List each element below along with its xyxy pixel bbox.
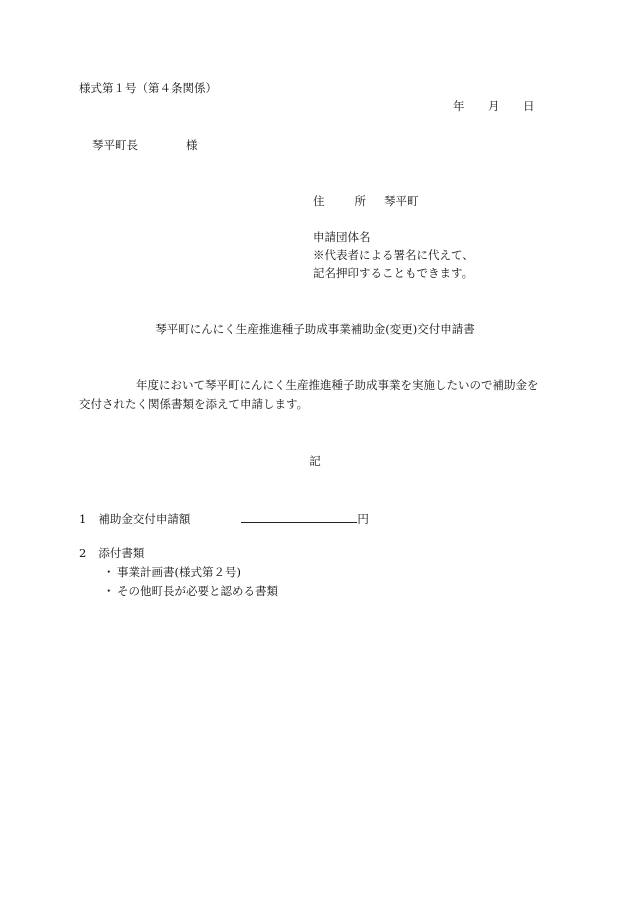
item-2 (79, 546, 144, 560)
attachment-text: 事業計画書(様式第２号) (117, 565, 241, 579)
item-1-unit: 円 (357, 512, 369, 526)
item-1-label: 補助金交付申請額 (98, 512, 191, 526)
bullet-icon: ・ (103, 565, 115, 579)
bullet-icon: ・ (103, 584, 115, 598)
signature-note-line1: ※代表者による署名に代えて、 (313, 248, 474, 262)
attachment-text: その他町長が必要と認める書類 (117, 584, 278, 598)
attachment-item (103, 584, 278, 598)
address-label-part2: 所 (354, 194, 366, 208)
recipient-name: 琴平町長 (92, 138, 138, 152)
body-text-line1: 年度において琴平町にんにく生産推進種子助成事業を実施したいので補助金を (136, 378, 539, 392)
body-text-line2: 交付されたく関係書類を添えて申請します。 (79, 397, 309, 411)
amount-blank-line (241, 510, 357, 523)
signature-note-line2: 記名押印することもできます。 (313, 266, 474, 280)
date-month-label: 月 (488, 99, 500, 113)
group-name-label: 申請団体名 (313, 230, 371, 244)
form-number: 様式第１号（第４条関係） (79, 81, 217, 95)
recipient-honorific: 様 (186, 138, 198, 152)
attachment-item (103, 565, 241, 579)
ki-heading: 記 (309, 454, 321, 468)
item-2-label: 添付書類 (98, 546, 145, 560)
address-label (313, 194, 366, 208)
address-label-part1: 住 (313, 194, 325, 208)
document-title: 琴平町にんにく生産推進種子助成事業補助金(変更)交付申請書 (155, 322, 475, 336)
item-1 (79, 510, 369, 526)
item-1-number: 1 (79, 512, 87, 526)
item-2-number: 2 (79, 546, 87, 560)
date-year-label: 年 (453, 99, 465, 113)
address-value: 琴平町 (384, 194, 419, 208)
recipient-line (92, 138, 198, 152)
date-day-label: 日 (523, 99, 535, 113)
